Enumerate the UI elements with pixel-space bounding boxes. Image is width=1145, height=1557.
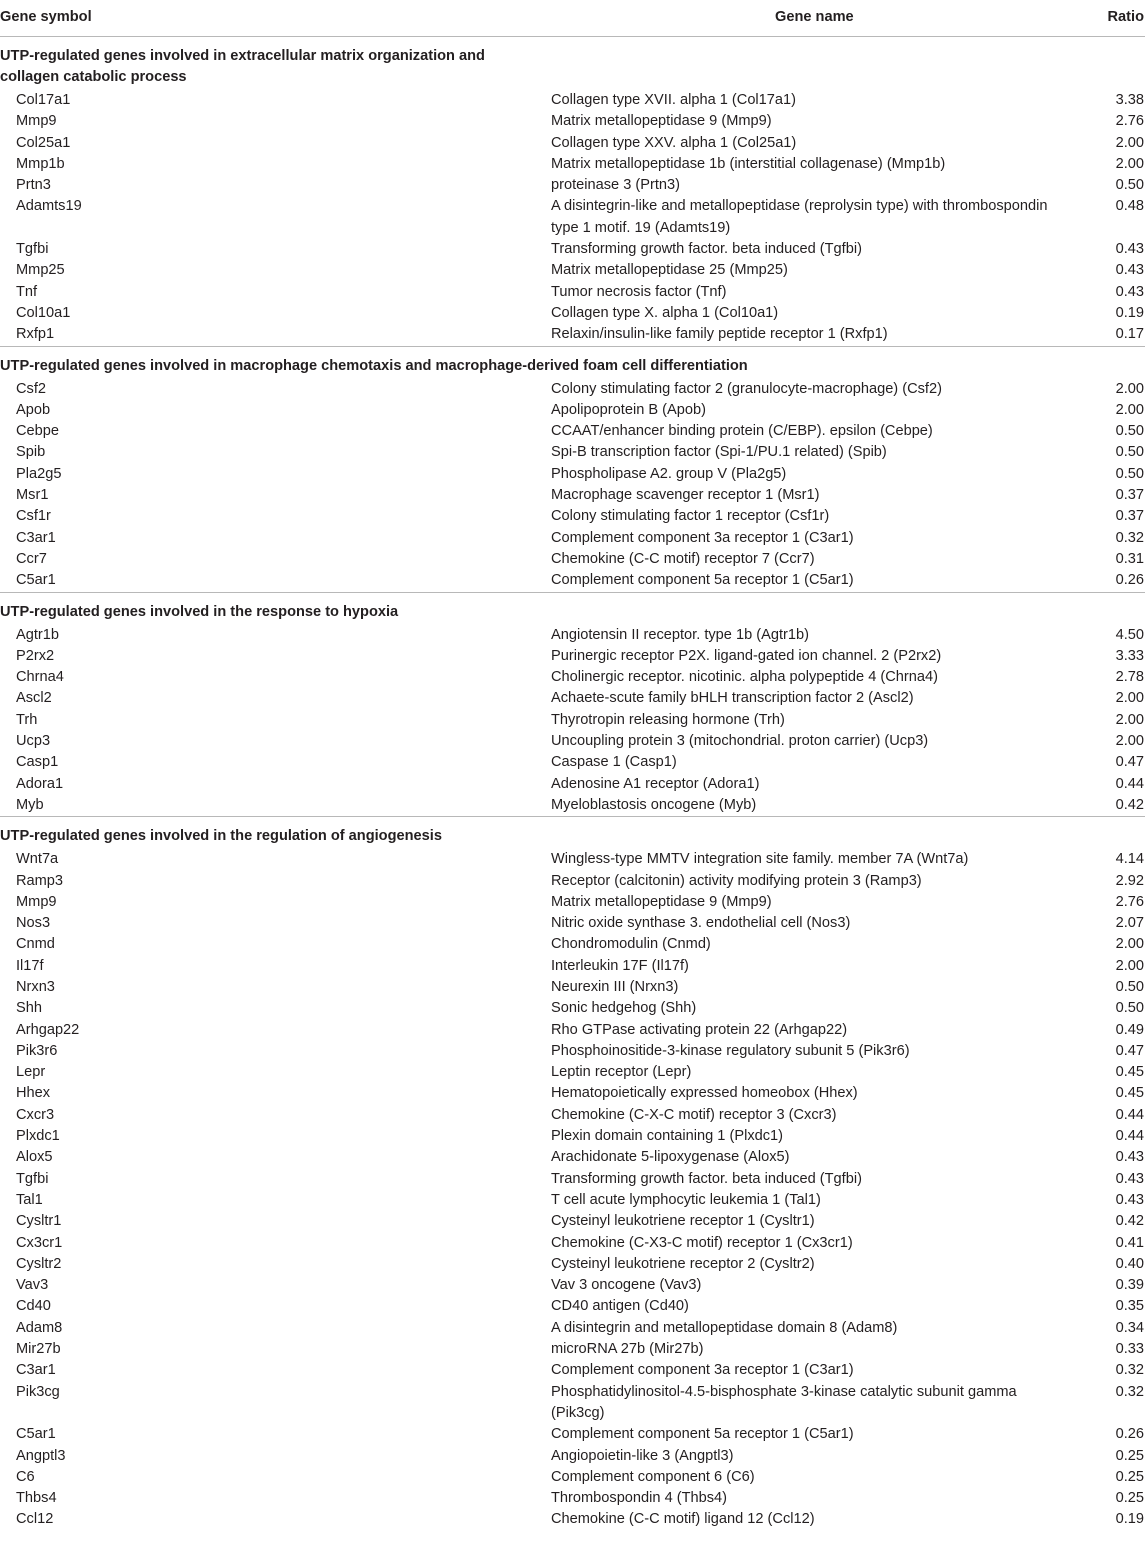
ratio-cell: 0.17 bbox=[1115, 326, 1144, 343]
table-row bbox=[0, 710, 1145, 731]
gene-name-cell: Achaete-scute family bHLH transcription factor 2 (Ascl2) bbox=[551, 690, 914, 707]
table-row bbox=[0, 133, 1145, 154]
gene-name-cell: Chemokine (C-C motif) ligand 12 (Ccl12) bbox=[551, 1511, 815, 1528]
ratio-cell: 3.33 bbox=[1115, 647, 1144, 664]
table-row bbox=[0, 1382, 1145, 1425]
gene-symbol-cell: C3ar1 bbox=[16, 1362, 56, 1379]
table-row bbox=[0, 1169, 1145, 1190]
table-row bbox=[0, 774, 1145, 795]
ratio-cell: 2.00 bbox=[1115, 936, 1144, 953]
gene-name-cell: Thrombospondin 4 (Thbs4) bbox=[551, 1490, 728, 1507]
gene-name-cell: Myeloblastosis oncogene (Myb) bbox=[551, 796, 757, 813]
table-row bbox=[0, 1360, 1145, 1381]
gene-name-cell: Wingless-type MMTV integration site family. member 7A (Wnt7a) bbox=[551, 851, 969, 868]
gene-name-cell: Matrix metallopeptidase 9 (Mmp9) bbox=[551, 893, 772, 910]
ratio-cell: 0.50 bbox=[1115, 465, 1144, 482]
gene-name-cell: CD40 antigen (Cd40) bbox=[551, 1298, 689, 1315]
table-row bbox=[0, 1446, 1145, 1467]
gene-name-cell: Colony stimulating factor 2 (granulocyte-macrophage) (Csf2) bbox=[551, 380, 942, 397]
section-header-row bbox=[0, 37, 1145, 91]
gene-name-cell: microRNA 27b (Mir27b) bbox=[551, 1341, 704, 1358]
gene-symbol-cell: C5ar1 bbox=[16, 1426, 56, 1443]
ratio-cell: 2.00 bbox=[1115, 155, 1144, 172]
gene-name-cell: Transforming growth factor. beta induced (Tgfbi) bbox=[551, 1170, 862, 1187]
gene-symbol-cell: Plxdc1 bbox=[16, 1128, 60, 1145]
header-ratio: Ratio bbox=[1087, 0, 1145, 37]
table-row bbox=[0, 795, 1145, 817]
ratio-cell: 0.25 bbox=[1115, 1447, 1144, 1464]
gene-symbol-cell: Cx3cr1 bbox=[16, 1234, 63, 1251]
gene-symbol-cell: Trh bbox=[16, 711, 38, 728]
gene-symbol-cell: C5ar1 bbox=[16, 572, 56, 589]
ratio-cell: 0.26 bbox=[1115, 1426, 1144, 1443]
gene-symbol-cell: Prtn3 bbox=[16, 177, 51, 194]
ratio-cell: 0.45 bbox=[1115, 1064, 1144, 1081]
table-row bbox=[0, 196, 1145, 239]
table-row bbox=[0, 1254, 1145, 1275]
section-title: UTP-regulated genes involved in extracellular matrix organization and collagen catabolic process bbox=[0, 48, 485, 85]
gene-symbol-cell: Lepr bbox=[16, 1064, 46, 1081]
table-row bbox=[0, 570, 1145, 592]
ratio-cell: 2.00 bbox=[1115, 401, 1144, 418]
gene-name-cell: Collagen type XXV. alpha 1 (Col25a1) bbox=[551, 134, 797, 151]
table-row bbox=[0, 1318, 1145, 1339]
gene-name-cell: Caspase 1 (Casp1) bbox=[551, 754, 677, 771]
gene-name-cell: Adenosine A1 receptor (Adora1) bbox=[551, 775, 760, 792]
gene-name-cell: Relaxin/insulin-like family peptide receptor 1 (Rxfp1) bbox=[551, 326, 888, 343]
gene-name-cell: Phosphoinositide-3-kinase regulatory subunit 5 (Pik3r6) bbox=[551, 1042, 910, 1059]
gene-name-cell: Collagen type X. alpha 1 (Col10a1) bbox=[551, 304, 779, 321]
table-row bbox=[0, 1147, 1145, 1168]
table-row bbox=[0, 528, 1145, 549]
section-header-row bbox=[0, 346, 1145, 379]
gene-name-cell: A disintegrin and metallopeptidase domain 8 (Adam8) bbox=[551, 1319, 898, 1336]
gene-symbol-cell: Pik3cg bbox=[16, 1383, 60, 1400]
ratio-cell: 0.44 bbox=[1115, 1106, 1144, 1123]
gene-name-cell: Nitric oxide synthase 3. endothelial cell (Nos3) bbox=[551, 915, 851, 932]
gene-name-cell: Vav 3 oncogene (Vav3) bbox=[551, 1277, 702, 1294]
ratio-cell: 4.50 bbox=[1115, 626, 1144, 643]
gene-name-cell: Complement component 3a receptor 1 (C3ar1) bbox=[551, 529, 854, 546]
gene-name-cell: Apolipoprotein B (Apob) bbox=[551, 401, 706, 418]
ratio-cell: 4.14 bbox=[1115, 851, 1144, 868]
gene-name-cell: Cysteinyl leukotriene receptor 1 (Cysltr1) bbox=[551, 1213, 815, 1230]
gene-name-cell: Chemokine (C-C motif) receptor 7 (Ccr7) bbox=[551, 550, 815, 567]
gene-name-cell: Arachidonate 5-lipoxygenase (Alox5) bbox=[551, 1149, 790, 1166]
gene-symbol-cell: Nrxn3 bbox=[16, 978, 55, 995]
ratio-cell: 0.32 bbox=[1115, 529, 1144, 546]
gene-symbol-cell: Shh bbox=[16, 1000, 42, 1017]
gene-symbol-cell: Csf1r bbox=[16, 508, 51, 525]
gene-symbol-cell: Cxcr3 bbox=[16, 1106, 55, 1123]
gene-name-cell: Macrophage scavenger receptor 1 (Msr1) bbox=[551, 487, 820, 504]
table-row bbox=[0, 1296, 1145, 1317]
gene-symbol-cell: Mmp9 bbox=[16, 113, 57, 130]
ratio-cell: 0.44 bbox=[1115, 775, 1144, 792]
ratio-cell: 0.34 bbox=[1115, 1319, 1144, 1336]
section-header-row bbox=[0, 592, 1145, 625]
ratio-cell: 0.47 bbox=[1115, 1042, 1144, 1059]
ratio-cell: 0.48 bbox=[1115, 198, 1144, 215]
table-row bbox=[0, 1211, 1145, 1232]
ratio-cell: 0.50 bbox=[1115, 978, 1144, 995]
gene-name-cell: Cholinergic receptor. nicotinic. alpha polypeptide 4 (Chrna4) bbox=[551, 669, 938, 686]
section-header-cell bbox=[0, 346, 1145, 379]
gene-name-cell: CCAAT/enhancer binding protein (C/EBP). epsilon (Cebpe) bbox=[551, 423, 933, 440]
gene-symbol-cell: Hhex bbox=[16, 1085, 51, 1102]
gene-name-cell: Complement component 5a receptor 1 (C5ar1) bbox=[551, 572, 854, 589]
ratio-cell: 0.42 bbox=[1115, 1213, 1144, 1230]
gene-name-cell: Cysteinyl leukotriene receptor 2 (Cysltr2) bbox=[551, 1255, 815, 1272]
ratio-cell: 0.42 bbox=[1115, 796, 1144, 813]
gene-name-cell: Matrix metallopeptidase 25 (Mmp25) bbox=[551, 262, 788, 279]
gene-symbol-cell: Spib bbox=[16, 444, 46, 461]
table-row bbox=[0, 442, 1145, 463]
gene-name-cell: Sonic hedgehog (Shh) bbox=[551, 1000, 697, 1017]
gene-symbol-cell: Pla2g5 bbox=[16, 465, 62, 482]
gene-name-cell: Collagen type XVII. alpha 1 (Col17a1) bbox=[551, 92, 797, 108]
table-row bbox=[0, 646, 1145, 667]
gene-symbol-cell: Tgfbi bbox=[16, 1170, 49, 1187]
gene-name-cell: Colony stimulating factor 1 receptor (Csf1r) bbox=[551, 508, 830, 525]
ratio-cell: 0.32 bbox=[1115, 1362, 1144, 1379]
table-row bbox=[0, 421, 1145, 442]
gene-name-cell: Neurexin III (Nrxn3) bbox=[551, 978, 679, 995]
ratio-cell: 2.92 bbox=[1115, 872, 1144, 889]
section-header-cell bbox=[0, 817, 1145, 850]
ratio-cell: 0.43 bbox=[1115, 241, 1144, 258]
gene-name-cell: Phosphatidylinositol-4.5-bisphosphate 3-kinase catalytic subunit gamma (Pik3cg) bbox=[551, 1383, 1017, 1421]
gene-symbol-cell: Ccr7 bbox=[16, 550, 47, 567]
ratio-cell: 2.00 bbox=[1115, 957, 1144, 974]
gene-symbol-cell: Myb bbox=[16, 796, 44, 813]
gene-name-cell: Complement component 6 (C6) bbox=[551, 1468, 755, 1485]
gene-name-cell: Spi-B transcription factor (Spi-1/PU.1 related) (Spib) bbox=[551, 444, 887, 461]
gene-symbol-cell: Pik3r6 bbox=[16, 1042, 58, 1059]
ratio-cell: 0.50 bbox=[1115, 423, 1144, 440]
gene-name-cell: Matrix metallopeptidase 1b (interstitial collagenase) (Mmp1b) bbox=[551, 155, 946, 172]
section-title: UTP-regulated genes involved in macrophage chemotaxis and macrophage-derived foam cell differentiation bbox=[0, 357, 748, 374]
header-gene-symbol: Gene symbol bbox=[0, 0, 551, 37]
ratio-cell: 0.19 bbox=[1115, 304, 1144, 321]
gene-name-cell: Rho GTPase activating protein 22 (Arhgap22) bbox=[551, 1021, 848, 1038]
table-header bbox=[0, 0, 1145, 37]
ratio-cell: 0.25 bbox=[1115, 1468, 1144, 1485]
table-row bbox=[0, 731, 1145, 752]
section-title: UTP-regulated genes involved in the regulation of angiogenesis bbox=[0, 828, 442, 845]
gene-symbol-cell: Tal1 bbox=[16, 1191, 43, 1208]
gene-name-cell: Leptin receptor (Lepr) bbox=[551, 1064, 692, 1081]
gene-symbol-cell: C6 bbox=[16, 1468, 35, 1485]
gene-name-cell: Phospholipase A2. group V (Pla2g5) bbox=[551, 465, 787, 482]
ratio-cell: 0.50 bbox=[1115, 1000, 1144, 1017]
gene-symbol-cell: Vav3 bbox=[16, 1277, 49, 1294]
ratio-cell: 2.07 bbox=[1115, 915, 1144, 932]
section-header-row bbox=[0, 817, 1145, 850]
ratio-cell: 0.41 bbox=[1115, 1234, 1144, 1251]
gene-name-cell: Hematopoietically expressed homeobox (Hhex) bbox=[551, 1085, 858, 1102]
table-row bbox=[0, 239, 1145, 260]
ratio-cell: 0.31 bbox=[1115, 550, 1144, 567]
gene-name-cell: Interleukin 17F (Il17f) bbox=[551, 957, 689, 974]
table-row bbox=[0, 400, 1145, 421]
table-row bbox=[0, 506, 1145, 527]
ratio-cell: 0.49 bbox=[1115, 1021, 1144, 1038]
section-header-cell bbox=[0, 37, 1145, 91]
gene-symbol-cell: Col17a1 bbox=[16, 92, 71, 108]
header-row bbox=[0, 0, 1145, 37]
table-row bbox=[0, 1467, 1145, 1488]
ratio-cell: 0.47 bbox=[1115, 754, 1144, 771]
table-row bbox=[0, 175, 1145, 196]
ratio-cell: 0.40 bbox=[1115, 1255, 1144, 1272]
gene-name-cell: A disintegrin-like and metallopeptidase (reprolysin type) with thrombospondin type 1 motif. 19 (Adamts19) bbox=[551, 198, 1048, 236]
section-title: UTP-regulated genes involved in the response to hypoxia bbox=[0, 603, 399, 620]
gene-name-cell: Plexin domain containing 1 (Plxdc1) bbox=[551, 1128, 784, 1145]
table-row bbox=[0, 1488, 1145, 1509]
gene-symbol-cell: Casp1 bbox=[16, 754, 59, 771]
gene-symbol-cell: Col10a1 bbox=[16, 304, 71, 321]
gene-symbol-cell: Mmp9 bbox=[16, 893, 57, 910]
gene-symbol-cell: P2rx2 bbox=[16, 647, 55, 664]
table-row bbox=[0, 977, 1145, 998]
table-row bbox=[0, 688, 1145, 709]
table-body bbox=[0, 37, 1145, 1531]
table-row bbox=[0, 871, 1145, 892]
gene-name-cell: Angiotensin II receptor. type 1b (Agtr1b) bbox=[551, 626, 809, 643]
gene-symbol-cell: C3ar1 bbox=[16, 529, 56, 546]
gene-symbol-cell: Cnmd bbox=[16, 936, 55, 953]
gene-name-cell: Chondromodulin (Cnmd) bbox=[551, 936, 711, 953]
gene-symbol-cell: Ucp3 bbox=[16, 733, 51, 750]
ratio-cell: 0.26 bbox=[1115, 572, 1144, 589]
ratio-cell: 0.43 bbox=[1115, 262, 1144, 279]
gene-name-cell: Transforming growth factor. beta induced (Tgfbi) bbox=[551, 241, 862, 258]
table-row bbox=[0, 956, 1145, 977]
gene-name-cell: Receptor (calcitonin) activity modifying protein 3 (Ramp3) bbox=[551, 872, 922, 889]
gene-name-cell: Purinergic receptor P2X. ligand-gated ion channel. 2 (P2rx2) bbox=[551, 647, 942, 664]
ratio-cell: 2.76 bbox=[1115, 113, 1144, 130]
table-row bbox=[0, 485, 1145, 506]
gene-name-cell: Angiopoietin-like 3 (Angptl3) bbox=[551, 1447, 734, 1464]
gene-name-cell: T cell acute lymphocytic leukemia 1 (Tal1) bbox=[551, 1191, 821, 1208]
ratio-cell: 2.00 bbox=[1115, 733, 1144, 750]
table-row bbox=[0, 90, 1145, 111]
gene-name-cell: Chemokine (C-X-C motif) receptor 3 (Cxcr3) bbox=[551, 1106, 837, 1123]
gene-symbol-cell: Rxfp1 bbox=[16, 326, 55, 343]
gene-symbol-cell: Ramp3 bbox=[16, 872, 64, 889]
gene-symbol-cell: Arhgap22 bbox=[16, 1021, 80, 1038]
gene-symbol-cell: Alox5 bbox=[16, 1149, 53, 1166]
table-row bbox=[0, 464, 1145, 485]
ratio-cell: 0.50 bbox=[1115, 177, 1144, 194]
gene-symbol-cell: Nos3 bbox=[16, 915, 51, 932]
ratio-cell: 0.43 bbox=[1115, 1170, 1144, 1187]
table-row bbox=[0, 1190, 1145, 1211]
ratio-cell: 0.43 bbox=[1115, 283, 1144, 300]
gene-name-cell: Tumor necrosis factor (Tnf) bbox=[551, 283, 727, 300]
table-row bbox=[0, 324, 1145, 346]
header-gene-name: Gene name bbox=[551, 0, 1087, 37]
gene-symbol-cell: Chrna4 bbox=[16, 669, 64, 686]
table-row bbox=[0, 111, 1145, 132]
gene-symbol-cell: Thbs4 bbox=[16, 1490, 57, 1507]
ratio-cell: 0.25 bbox=[1115, 1490, 1144, 1507]
gene-symbol-cell: Cebpe bbox=[16, 423, 60, 440]
ratio-cell: 3.38 bbox=[1115, 92, 1144, 108]
table-row bbox=[0, 282, 1145, 303]
table-row bbox=[0, 849, 1145, 870]
table-row bbox=[0, 303, 1145, 324]
table-row bbox=[0, 1126, 1145, 1147]
gene-symbol-cell: Col25a1 bbox=[16, 134, 71, 151]
ratio-cell: 2.76 bbox=[1115, 893, 1144, 910]
table-row bbox=[0, 667, 1145, 688]
ratio-cell: 0.39 bbox=[1115, 1277, 1144, 1294]
gene-name-cell: Uncoupling protein 3 (mitochondrial. proton carrier) (Ucp3) bbox=[551, 733, 929, 750]
ratio-cell: 0.43 bbox=[1115, 1149, 1144, 1166]
table-row bbox=[0, 1083, 1145, 1104]
table-row bbox=[0, 1509, 1145, 1530]
gene-name-cell: Thyrotropin releasing hormone (Trh) bbox=[551, 711, 785, 728]
gene-symbol-cell: Tgfbi bbox=[16, 241, 49, 258]
gene-symbol-cell: Ascl2 bbox=[16, 690, 52, 707]
table-row bbox=[0, 1020, 1145, 1041]
gene-symbol-cell: Adamts19 bbox=[16, 198, 82, 215]
gene-symbol-cell: Wnt7a bbox=[16, 851, 59, 868]
gene-symbol-cell: Angptl3 bbox=[16, 1447, 66, 1464]
gene-symbol-cell: Apob bbox=[16, 401, 51, 418]
ratio-cell: 0.35 bbox=[1115, 1298, 1144, 1315]
gene-name-cell: Matrix metallopeptidase 9 (Mmp9) bbox=[551, 113, 772, 130]
gene-symbol-cell: Tnf bbox=[16, 283, 38, 300]
table-row bbox=[0, 913, 1145, 934]
gene-symbol-cell: Mir27b bbox=[16, 1341, 61, 1358]
table-row bbox=[0, 1339, 1145, 1360]
gene-symbol-cell: Cysltr1 bbox=[16, 1213, 62, 1230]
gene-name-cell: Chemokine (C-X3-C motif) receptor 1 (Cx3cr1) bbox=[551, 1234, 853, 1251]
table-row bbox=[0, 260, 1145, 281]
gene-symbol-cell: Ccl12 bbox=[16, 1511, 54, 1528]
gene-symbol-cell: Agtr1b bbox=[16, 626, 59, 643]
table-row bbox=[0, 1041, 1145, 1062]
table-row bbox=[0, 1424, 1145, 1445]
section-header-cell bbox=[0, 592, 1145, 625]
gene-symbol-cell: Il17f bbox=[16, 957, 44, 974]
ratio-cell: 2.78 bbox=[1115, 669, 1144, 686]
table-row bbox=[0, 1105, 1145, 1126]
table-row bbox=[0, 625, 1145, 646]
gene-symbol-cell: Mmp1b bbox=[16, 155, 65, 172]
table-row bbox=[0, 1062, 1145, 1083]
table-row bbox=[0, 998, 1145, 1019]
gene-symbol-cell: Msr1 bbox=[16, 487, 49, 504]
gene-symbol-cell: Cd40 bbox=[16, 1298, 51, 1315]
ratio-cell: 0.37 bbox=[1115, 508, 1144, 525]
table-row bbox=[0, 752, 1145, 773]
ratio-cell: 2.00 bbox=[1115, 690, 1144, 707]
gene-name-cell: Complement component 5a receptor 1 (C5ar1) bbox=[551, 1426, 854, 1443]
gene-symbol-cell: Csf2 bbox=[16, 380, 47, 397]
ratio-cell: 0.44 bbox=[1115, 1128, 1144, 1145]
ratio-cell: 0.32 bbox=[1115, 1383, 1144, 1400]
ratio-cell: 0.33 bbox=[1115, 1341, 1144, 1358]
table-row bbox=[0, 892, 1145, 913]
ratio-cell: 0.50 bbox=[1115, 444, 1144, 461]
table-row bbox=[0, 549, 1145, 570]
ratio-cell: 2.00 bbox=[1115, 711, 1144, 728]
ratio-cell: 0.37 bbox=[1115, 487, 1144, 504]
ratio-cell: 0.43 bbox=[1115, 1191, 1144, 1208]
table-row bbox=[0, 934, 1145, 955]
ratio-cell: 0.45 bbox=[1115, 1085, 1144, 1102]
ratio-cell: 2.00 bbox=[1115, 380, 1144, 397]
gene-name-cell: proteinase 3 (Prtn3) bbox=[551, 177, 680, 194]
table-row bbox=[0, 1233, 1145, 1254]
gene-symbol-cell: Adam8 bbox=[16, 1319, 63, 1336]
table-row bbox=[0, 154, 1145, 175]
ratio-cell: 0.19 bbox=[1115, 1511, 1144, 1528]
gene-name-cell: Complement component 3a receptor 1 (C3ar1) bbox=[551, 1362, 854, 1379]
gene-symbol-cell: Mmp25 bbox=[16, 262, 65, 279]
ratio-cell: 2.00 bbox=[1115, 134, 1144, 151]
table-row bbox=[0, 1275, 1145, 1296]
gene-symbol-cell: Cysltr2 bbox=[16, 1255, 62, 1272]
gene-symbol-cell: Adora1 bbox=[16, 775, 64, 792]
table-row bbox=[0, 379, 1145, 400]
